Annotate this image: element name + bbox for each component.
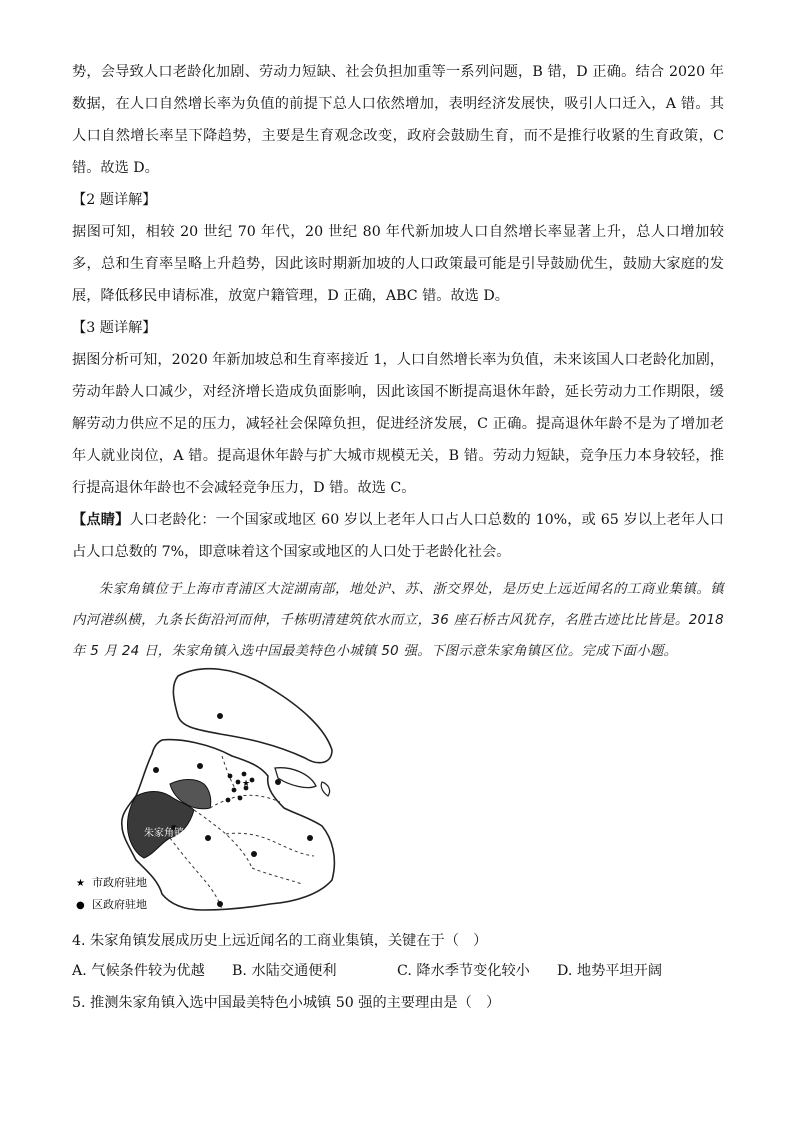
answer-paragraph-1: 势，会导致人口老龄化加剧、劳动力短缺、社会负担加重等一系列问题，B 错，D 正确。结合 2020 年数据，在人口自然增长率为负值的前提下总人口依然增加，表明经济发展快，吸引人口迁入，A 错。其人口自然增长率呈下降趋势，主要是生育观念改变，政府会鼓励生育，而不是推行收紧的生育政策，C 错。故选 D。 (72, 64, 724, 176)
small-island-outline-2 (321, 782, 329, 796)
answer-paragraph-3: 据图分析可知，2020 年新加坡总和生育率接近 1，人口自然增长率为负值，未来该国人口老龄化加剧，劳动年龄人口减少，对经济增长造成负面影响，因此该国不断提高退休年龄，延长劳动力工作期限，缓解劳动力供应不足的压力，减轻社会保障负担，促进经济发展，C 正确。提高退休年龄不是为了增加老年人就业岗位，A 错。提高退休年龄与扩大城市规模无关，B 错。劳动力短缺，竞争压力本身较轻，推行提高退休年龄也不会减轻竞争压力，D 错。故选 C。 (72, 352, 724, 496)
heading-question-3: 【3 题详解】 (72, 320, 157, 336)
legend-district-government: 区政府驻地 (92, 898, 147, 911)
shanghai-map-figure (70, 658, 400, 920)
legend-dot-icon: ● (76, 900, 85, 911)
legend-star-icon: ★ (76, 878, 85, 889)
material-intro: 朱家角镇位于上海市青浦区大淀湖南部，地处沪、苏、浙交界处，是历史上远近闻名的工商业集镇。镇内河港纵横，九条长街沿河而伸，千栋明清建筑依水而立，36 座石桥古风犹存，名胜古迹比比皆是。2018 年 5 月 24 日，朱家角镇入选中国最美特色小城镇 50 强。下图示意朱家角镇区位。完成下面小题。 (72, 582, 724, 659)
option-a[interactable]: A. 气候条件较为优越 (72, 963, 205, 979)
question-5-stem: 5. 推测朱家角镇入选中国最美特色小城镇 50 强的主要理由是（ ） (72, 995, 501, 1011)
legend-city-government: 市政府驻地 (92, 876, 147, 889)
question-4-options (72, 960, 732, 982)
tip-text: 人口老龄化：一个国家或地区 60 岁以上老年人口占人口总数的 10%，或 65 岁以上老年人口占人口总数的 7%，即意味着这个国家或地区的人口处于老龄化社会。 (72, 512, 724, 560)
question-4-stem: 4. 朱家角镇发展成历史上远近闻名的工商业集镇，关键在于（ ） (72, 933, 488, 949)
document-body (72, 56, 724, 667)
option-c[interactable]: C. 降水季节变化较小 (397, 963, 530, 979)
tip-paragraph (72, 504, 724, 568)
city-government-star: ★ (242, 779, 251, 789)
location-map (70, 658, 400, 920)
option-d[interactable]: D. 地势平坦开阔 (557, 963, 663, 979)
option-b[interactable]: B. 水陆交通便利 (232, 963, 337, 979)
heading-question-2: 【2 题详解】 (72, 192, 157, 208)
answer-paragraph-2: 据图可知，相较 20 世纪 70 年代，20 世纪 80 年代新加坡人口自然增长率显著上升，总人口增加较多，总和生育率呈略上升趋势，因此该时期新加坡的人口政策最可能是引导鼓励优生，鼓励大家庭的发展，降低移民申请标准，放宽户籍管理，D 正确，ABC 错。故选 D。 (72, 224, 724, 304)
small-island-outline (275, 768, 316, 788)
map-legend (76, 875, 147, 911)
tip-label: 【点睛】 (72, 512, 130, 528)
town-label: 朱家角镇 (144, 828, 184, 839)
